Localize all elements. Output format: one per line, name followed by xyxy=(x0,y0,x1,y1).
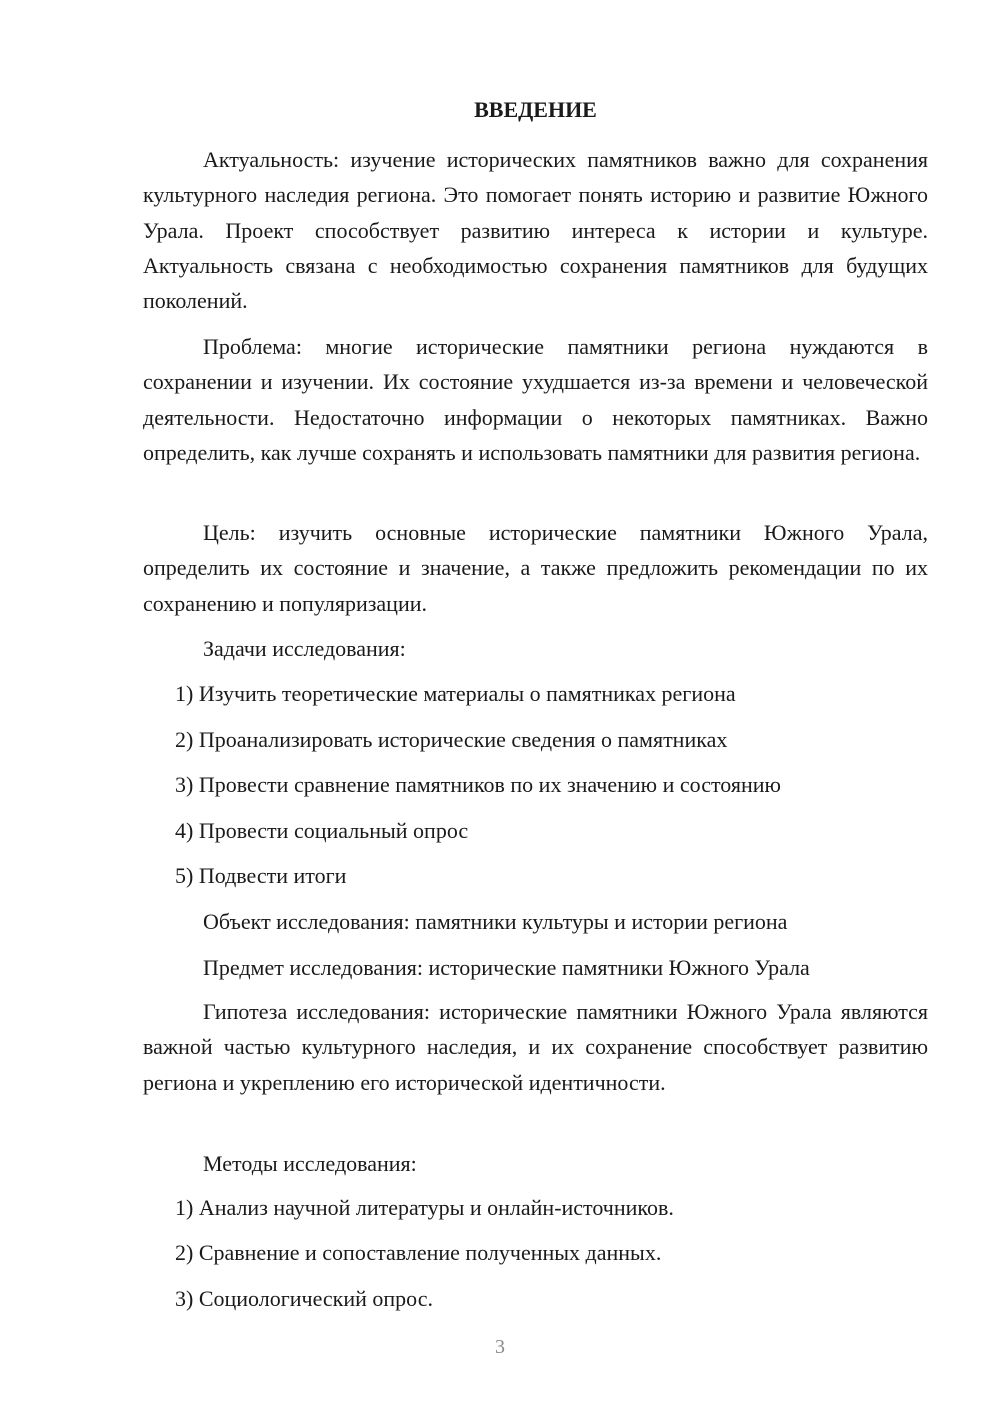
task-item: 5) Подвести итоги xyxy=(175,863,347,888)
page-number: 3 xyxy=(495,1336,505,1358)
methods-title: Методы исследования: xyxy=(203,1151,417,1176)
hypothesis-paragraph: Гипотеза исследования: исторические памятники Южного Урала являются важной частью культурного наследия, и их сохранение способствует развитию региона и укреплению его исторической идентичности. xyxy=(143,999,928,1095)
method-item: 3) Социологический опрос. xyxy=(175,1286,433,1311)
task-item: 4) Провести социальный опрос xyxy=(175,818,469,843)
task-item: 2) Проанализировать исторические сведения о памятниках xyxy=(175,727,728,752)
method-item: 2) Сравнение и сопоставление полученных данных. xyxy=(175,1240,662,1265)
method-item: 1) Анализ научной литературы и онлайн-источников. xyxy=(175,1195,674,1220)
tasks-title: Задачи исследования: xyxy=(203,636,406,661)
task-item: 1) Изучить теоретические материалы о памятниках региона xyxy=(175,681,736,706)
goal-paragraph: Цель: изучить основные исторические памятники Южного Урала, определить их состояние и значение, а также предложить рекомендации по их сохранению и популяризации. xyxy=(143,520,928,616)
section-heading: ВВЕДЕНИЕ xyxy=(474,97,597,122)
relevance-paragraph: Актуальность: изучение исторических памятников важно для сохранения культурного наследия региона. Это помогает понять историю и развитие Южного Урала. Проект способствует развитию интереса к истории и культуре. Актуальность связана с необходимостью сохранения памятников для будущих поколений. xyxy=(143,147,928,314)
subject-line: Предмет исследования: исторические памятники Южного Урала xyxy=(203,955,810,980)
problem-paragraph: Проблема: многие исторические памятники региона нуждаются в сохранении и изучении. Их состояние ухудшается из-за времени и человеческой деятельности. Недостаточно информации о некоторых памятниках. Важно определить, как лучше сохранять и использовать памятники для развития региона. xyxy=(143,334,928,465)
object-line: Объект исследования: памятники культуры и истории региона xyxy=(203,909,788,934)
task-item: 3) Провести сравнение памятников по их значению и состоянию xyxy=(175,772,781,797)
